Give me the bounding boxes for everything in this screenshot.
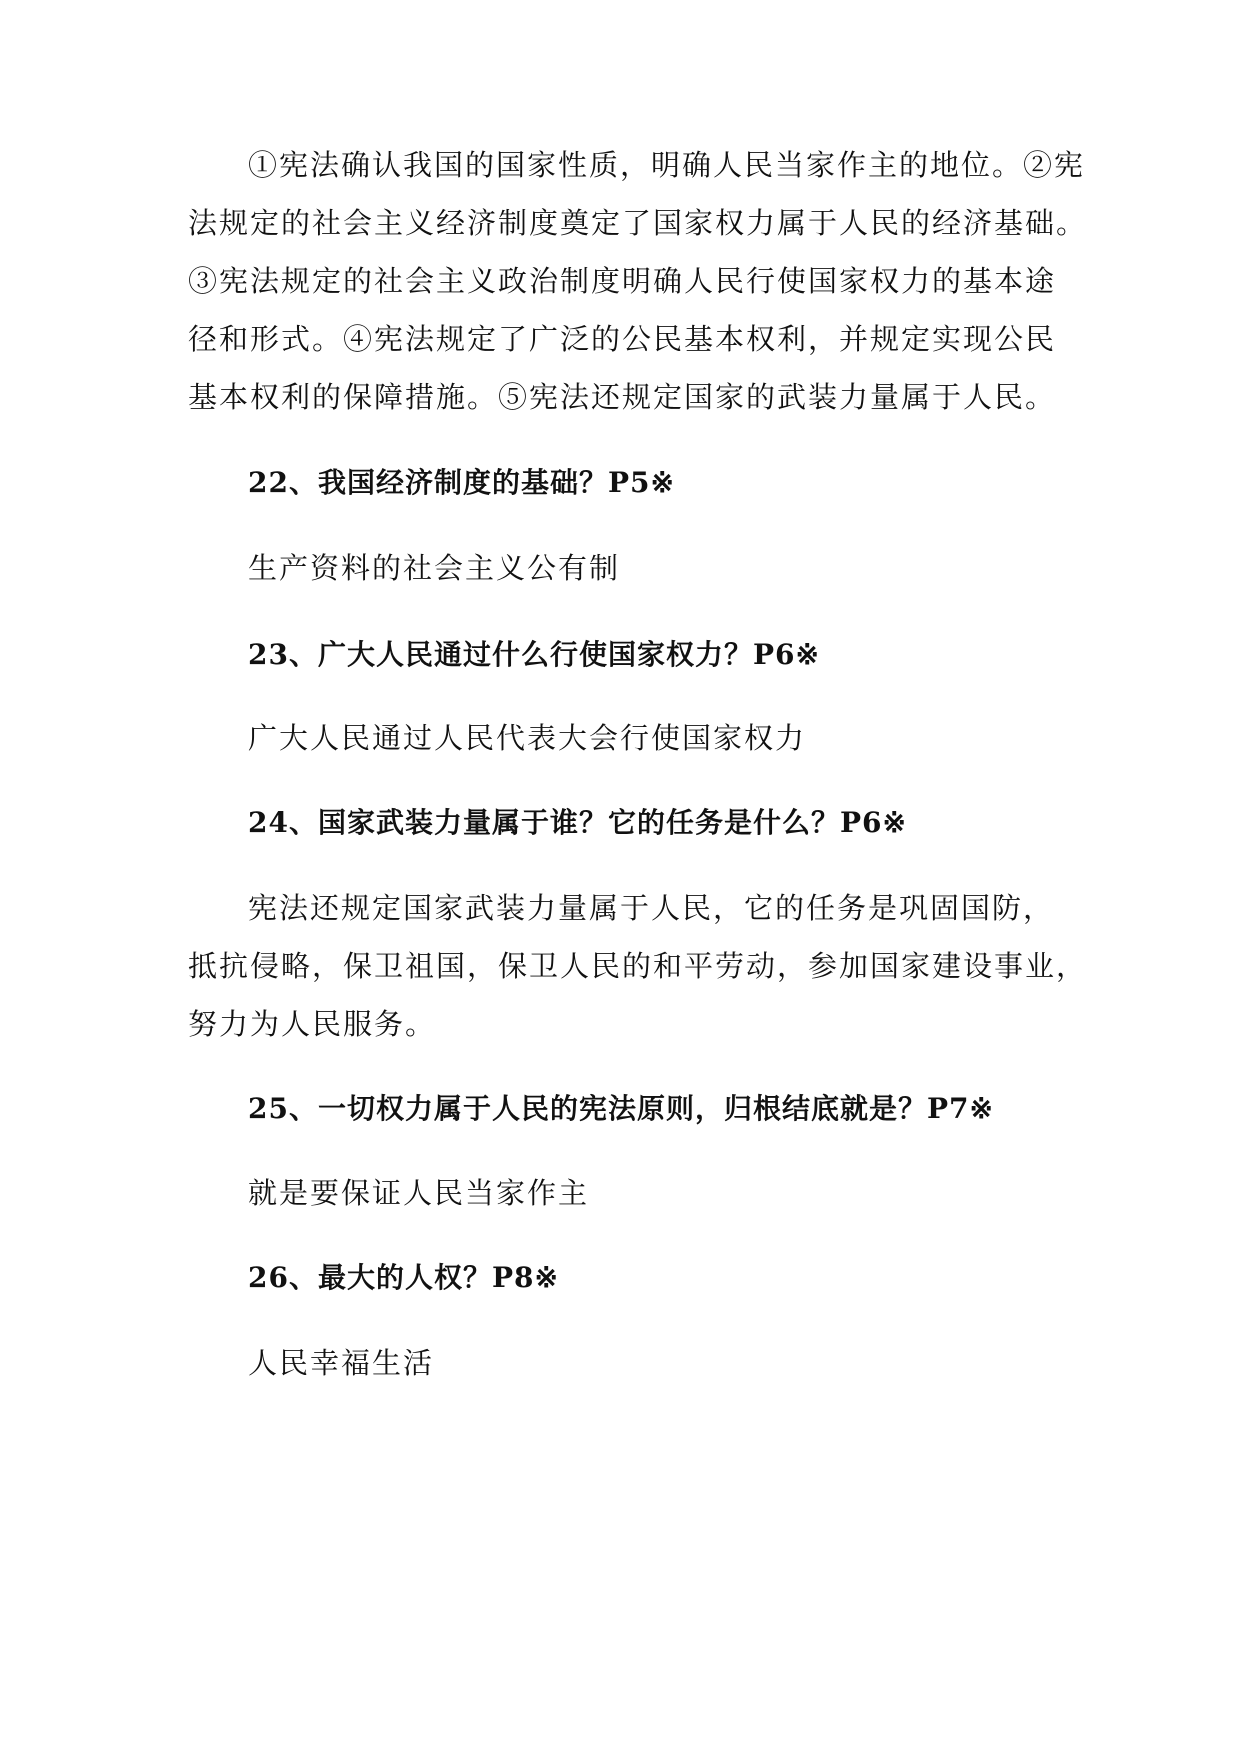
answer-22: 生产资料的社会主义公有制 <box>248 551 621 585</box>
intro-line: 径和形式。④宪法规定了广泛的公民基本权利，并规定实现公民 <box>188 322 1057 356</box>
question-22: 22、我国经济制度的基础？P5※ <box>248 466 675 499</box>
answer-25: 就是要保证人民当家作主 <box>248 1176 590 1210</box>
intro-line: 基本权利的保障措施。⑤宪法还规定国家的武装力量属于人民。 <box>188 380 1057 414</box>
answer-24-line: 抵抗侵略，保卫祖国，保卫人民的和平劳动，参加国家建设事业， <box>188 949 1088 983</box>
answer-23: 广大人民通过人民代表大会行使国家权力 <box>248 721 807 755</box>
intro-line: 法规定的社会主义经济制度奠定了国家权力属于人民的经济基础。 <box>188 206 1088 240</box>
answer-26: 人民幸福生活 <box>248 1346 435 1380</box>
answer-24-line: 宪法还规定国家武装力量属于人民，它的任务是巩固国防， <box>248 891 1055 925</box>
question-23: 23、广大人民通过什么行使国家权力？P6※ <box>248 638 820 671</box>
question-24: 24、国家武装力量属于谁？它的任务是什么？P6※ <box>248 806 907 839</box>
question-26: 26、最大的人权？P8※ <box>248 1261 559 1294</box>
question-25: 25、一切权力属于人民的宪法原则，归根结底就是？P7※ <box>248 1092 994 1125</box>
answer-24-line: 努力为人民服务。 <box>188 1007 437 1041</box>
intro-line: ③宪法规定的社会主义政治制度明确人民行使国家权力的基本途 <box>188 264 1057 298</box>
intro-line: ①宪法确认我国的国家性质，明确人民当家作主的地位。②宪 <box>248 148 1086 182</box>
